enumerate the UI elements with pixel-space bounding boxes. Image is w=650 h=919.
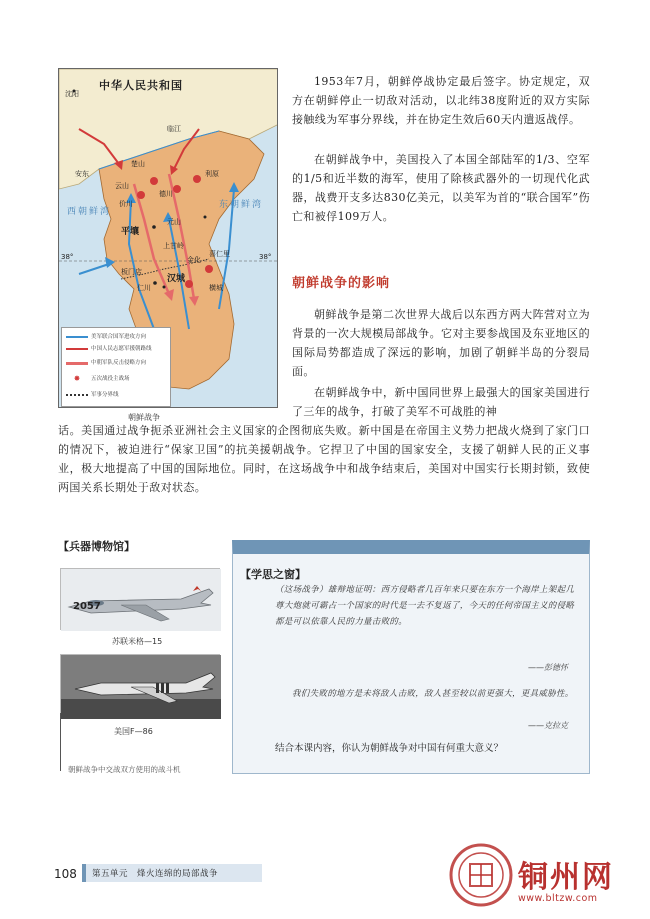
label-incheon: 仁川 [137, 284, 151, 292]
discussion-question: 结合本课内容，你认为朝鲜战争对中国有何重大意义？ [275, 743, 504, 754]
label-parallel-left: 38° [61, 253, 74, 261]
f86-caption: 美国F—86 [114, 727, 153, 736]
label-east-sea: 东朝鲜湾 [219, 200, 264, 210]
label-chuchang: 楚山 [131, 160, 145, 168]
f86-photo [60, 654, 220, 718]
legend-item: 军事分界线 [66, 392, 170, 399]
quote-clark: 我们失败的地方是未将敌人击败，敌人甚至较以前更强大，更具威胁性。 [292, 689, 574, 699]
legend-item: 中朝军队反击侵略方向 [66, 360, 170, 367]
think-title: 【学思之窗】 [240, 568, 306, 581]
label-wonsan: 元山 [167, 218, 181, 226]
mig15-jet-icon [61, 569, 221, 631]
museum-title: 【兵器博物馆】 [58, 540, 135, 553]
label-hengcheng: 横城 [209, 284, 223, 292]
section-heading: 朝鲜战争的影响 [292, 276, 391, 291]
page-number: 108 [54, 867, 77, 881]
watermark-title: 铜州网 [518, 860, 614, 895]
unit-title: 第五单元 烽火连绵的局部战争 [92, 869, 219, 879]
mig15-photo [60, 568, 220, 630]
paragraph-china-a: 在朝鲜战争中，新中国同世界上最强大的国家美国进行了三年的战争，打破了美军不可战胜的神 [292, 386, 590, 418]
paragraph-us-input: 在朝鲜战争中，美国投入了本国全部陆军的1/3、空军的1/5和近半数的海军，使用了除核武器外的一切现代化武器，战费开支多达830亿美元，以美军为首的“联合国军”伤亡和被俘109万人。 [292, 153, 590, 223]
legend-swatch-blue [66, 336, 88, 338]
signature-clark: ——克拉克 [528, 721, 568, 730]
paragraph-impact: 朝鲜战争是第二次世界大战后以东西方两大阵营对立为背景的一次大规模局部战争。它对主要参战国及东亚地区的国际局势都造成了深远的影响，加剧了朝鲜半岛的分裂局面。 [292, 308, 590, 378]
label-seoul: 汉城 [167, 274, 186, 284]
signature-peng: ——彭德怀 [528, 663, 568, 672]
watermark-url: www.bltzw.com [518, 893, 598, 904]
f86-jet-icon [61, 655, 221, 719]
korean-war-map [58, 68, 278, 408]
label-shenyang: 沈阳 [65, 90, 79, 98]
map-legend [61, 327, 171, 407]
legend-swatch-line [66, 394, 88, 396]
label-lilin: 利原 [205, 170, 219, 178]
label-west-sea: 西朝鲜湾 [67, 207, 112, 217]
map-caption: 朝鲜战争 [128, 413, 160, 422]
label-andong: 安东 [75, 170, 89, 178]
paragraph-armistice: 1953年7月，朝鲜停战协定最后签字。协定规定，双方在朝鲜停止一切敌对活动，以北纬38度附近的双方实际接触线为军事分界线，并在协定生效后60天内遣返战俘。 [292, 75, 590, 126]
label-jiechuan: 价川 [119, 200, 133, 208]
label-panmunjom: 板门店 [121, 268, 142, 276]
legend-swatch-pink [66, 362, 88, 365]
watermark-seal-icon [448, 842, 514, 908]
label-jinhua: 金化 [187, 256, 201, 264]
label-parallel-right: 38° [259, 253, 272, 261]
label-yunshan: 云山 [115, 182, 129, 190]
legend-item: 中国人民志愿军援朝路线 [66, 346, 170, 353]
legend-swatch-red [66, 348, 88, 350]
battle-star-icon: ✸ [73, 374, 81, 383]
label-deyi: 德川 [159, 190, 173, 198]
label-pyongyang: 平壤 [121, 227, 140, 237]
label-linjiang: 临江 [167, 125, 181, 133]
label-shangganling: 上甘岭 [163, 242, 184, 250]
museum-note: 朝鲜战争中交战双方使用的战斗机 [68, 765, 181, 774]
quote-peng: （这场战争）雄辩地证明：西方侵略者几百年来只要在东方一个海岸上架起几尊大炮就可霸占一个国家的时代是一去不复返了，今天的任何帝国主义的侵略都是可以依靠人民的力量击败的。 [275, 585, 575, 627]
mig15-tail-number: 2057 [73, 601, 101, 612]
map-title: 中华人民共和国 [99, 79, 183, 92]
mig15-caption: 苏联米格—15 [112, 637, 163, 646]
caption-divider [60, 713, 61, 771]
legend-item: ✸ 五次战役主战场 [66, 376, 170, 383]
label-xiyangli: 喜仁里 [209, 250, 230, 258]
paragraph-china-b: 话。美国通过战争扼杀亚洲社会主义国家的企图彻底失败。新中国是在帝国主义势力把战火烧到了家门口的情况下，被迫进行“保家卫国”的抗美援朝战争。它捍卫了中国的国家安全，支援了朝鲜人民的正义事业，极大地提高了中国的国际地位。同时，在这场战争中和战争结束后，美国对中国实行长期封锁，致使两国关系长期处于敌对状态。 [58, 424, 590, 494]
legend-item: 美军联合国军进攻方向 [66, 334, 170, 341]
